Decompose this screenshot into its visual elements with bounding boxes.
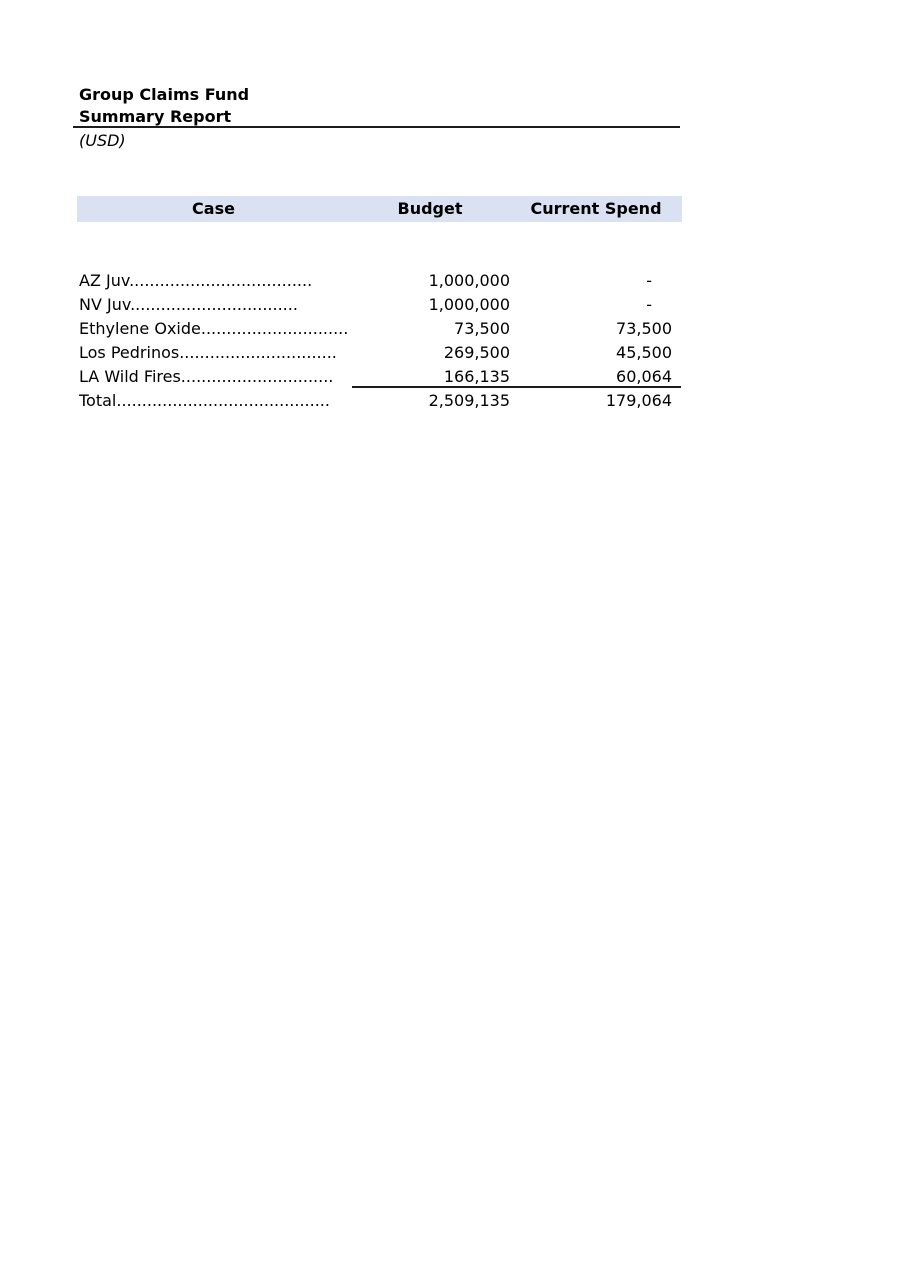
table-row-total <box>0 389 909 413</box>
current-spend-cell: - <box>646 271 652 290</box>
current-spend-cell: 60,064 <box>616 367 672 386</box>
column-header-case: Case <box>192 199 235 218</box>
table-row-los-pedrinos <box>0 341 909 365</box>
total-label-cell: Total.......................................... <box>79 391 330 410</box>
case-cell: Los Pedrinos............................... <box>79 343 337 362</box>
title-underline-rule <box>73 126 680 128</box>
current-spend-cell: 73,500 <box>616 319 672 338</box>
budget-cell: 1,000,000 <box>428 295 510 314</box>
report-title: Group Claims Fund <box>79 85 250 104</box>
case-cell: Ethylene Oxide............................. <box>79 319 349 338</box>
currency-note: (USD) <box>79 131 126 150</box>
total-separator-line <box>352 386 681 388</box>
table-row-ethylene-oxide <box>0 317 909 341</box>
budget-cell: 269,500 <box>443 343 510 362</box>
current-spend-cell: - <box>646 295 652 314</box>
current-spend-cell: 45,500 <box>616 343 672 362</box>
case-cell: NV Juv................................. <box>79 295 298 314</box>
report-subtitle: Summary Report <box>79 107 232 126</box>
table-header-row <box>77 196 682 222</box>
budget-cell: 1,000,000 <box>428 271 510 290</box>
case-cell: LA Wild Fires.............................. <box>79 367 334 386</box>
column-header-budget: Budget <box>397 199 463 218</box>
total-current-spend-cell: 179,064 <box>605 391 672 410</box>
total-budget-cell: 2,509,135 <box>428 391 510 410</box>
case-cell: AZ Juv.................................... <box>79 271 313 290</box>
table-row-az-juv <box>0 269 909 293</box>
column-header-current-spend: Current Spend <box>530 199 662 218</box>
budget-cell: 73,500 <box>454 319 510 338</box>
budget-cell: 166,135 <box>443 367 510 386</box>
table-row-nv-juv <box>0 293 909 317</box>
